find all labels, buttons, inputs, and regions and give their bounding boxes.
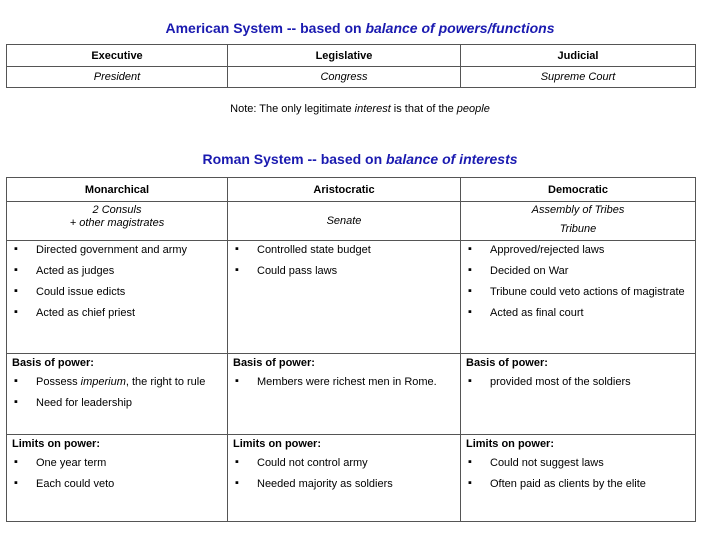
list-item-text: Could pass laws	[257, 265, 338, 277]
roman-title-italic: balance of interests	[386, 151, 518, 167]
bullet-icon: ▪	[14, 477, 18, 489]
basis-row	[7, 354, 696, 435]
list-item-text: Could not suggest laws	[490, 457, 604, 469]
note-part-2: is that of the	[390, 103, 457, 115]
roman-header-row	[7, 178, 696, 202]
aristocratic-basis-list	[233, 376, 455, 388]
american-title-text: American System -- based on	[165, 20, 366, 36]
bullet-icon: ▪	[235, 477, 239, 489]
header-executive: Executive	[7, 45, 228, 67]
limits-row	[7, 435, 696, 522]
list-item-text: Often paid as clients by the elite	[490, 478, 646, 490]
list-item-text: Acted as judges	[36, 265, 115, 277]
list-item-text: provided most of the soldiers	[490, 376, 631, 388]
american-header-row	[7, 45, 696, 67]
aristocratic-functions-list	[233, 244, 455, 277]
list-item	[12, 265, 222, 277]
list-item-text: Tribune could veto actions of magistrate	[490, 286, 685, 298]
bullet-icon: ▪	[468, 243, 472, 255]
assembly-line: Assembly of Tribes	[531, 204, 625, 216]
monarchical-basis-list	[12, 376, 222, 409]
list-item-text: Acted as final court	[490, 307, 584, 319]
senate-line: Senate	[326, 214, 362, 227]
bullet-icon: ▪	[14, 264, 18, 276]
bullet-icon: ▪	[14, 306, 18, 318]
aristocratic-functions-cell	[228, 241, 461, 354]
functions-row	[7, 241, 696, 354]
bullet-icon: ▪	[468, 477, 472, 489]
basis-heading: Basis of power:	[12, 357, 94, 369]
democratic-functions-list	[466, 244, 690, 319]
list-item-text: Could issue edicts	[36, 286, 126, 298]
list-item	[233, 376, 455, 388]
bullet-icon: ▪	[468, 375, 472, 387]
bullet-icon: ▪	[235, 264, 239, 276]
bullet-icon: ▪	[14, 375, 18, 387]
bullet-icon: ▪	[14, 456, 18, 468]
roman-title-text: Roman System -- based on	[202, 151, 387, 167]
list-item-text: , the right to rule	[125, 376, 206, 388]
list-item-text: Needed majority as soldiers	[257, 478, 393, 490]
bullet-icon: ▪	[468, 306, 472, 318]
bullet-icon: ▪	[14, 396, 18, 408]
american-body-row	[7, 67, 696, 88]
header-aristocratic: Aristocratic	[228, 178, 461, 202]
header-democratic: Democratic	[461, 178, 696, 202]
header-legislative: Legislative	[228, 45, 461, 67]
note-part-1: Note: The only legitimate	[230, 103, 355, 115]
list-item	[233, 478, 455, 490]
monarchical-functions-list	[12, 244, 222, 319]
aristocratic-basis-cell	[228, 354, 461, 435]
list-item	[466, 307, 690, 319]
american-system-title	[0, 20, 720, 36]
list-item	[466, 457, 690, 469]
note-italic-people: people	[456, 103, 490, 115]
basis-heading: Basis of power:	[233, 357, 315, 369]
bullet-icon: ▪	[14, 243, 18, 255]
list-item-text: Could not control army	[257, 457, 368, 469]
monarchical-basis-cell	[7, 354, 228, 435]
basis-heading: Basis of power:	[466, 357, 548, 369]
list-item	[233, 457, 455, 469]
limits-heading: Limits on power:	[233, 438, 321, 450]
list-item-text: Approved/rejected laws	[490, 244, 605, 256]
list-item-text: Decided on War	[490, 265, 569, 277]
bullet-icon: ▪	[468, 456, 472, 468]
list-item	[12, 478, 222, 490]
bullet-icon: ▪	[468, 285, 472, 297]
list-item	[12, 397, 222, 409]
monarchical-limits-cell	[7, 435, 228, 522]
header-monarchical: Monarchical	[7, 178, 228, 202]
note-text	[0, 103, 720, 115]
bullet-icon: ▪	[235, 243, 239, 255]
cell-supreme-court: Supreme Court	[461, 67, 696, 88]
list-item	[12, 286, 222, 298]
democratic-limits-list	[466, 457, 690, 490]
aristocratic-limits-list	[233, 457, 455, 490]
roman-system-table	[6, 177, 696, 522]
roman-system-title	[0, 151, 720, 167]
democratic-basis-cell	[461, 354, 696, 435]
cell-congress: Congress	[228, 67, 461, 88]
magistrates-line: + other magistrates	[69, 217, 165, 229]
list-item-text: Members were richest men in Rome.	[257, 376, 437, 388]
list-item-text: Acted as chief priest	[36, 307, 136, 319]
list-item	[12, 307, 222, 319]
bullet-icon: ▪	[235, 456, 239, 468]
list-item	[12, 457, 222, 469]
american-system-table	[6, 44, 696, 88]
consuls-line: 2 Consuls	[92, 204, 142, 216]
list-item	[466, 244, 690, 256]
cell-consuls	[7, 202, 228, 241]
aristocratic-limits-cell	[228, 435, 461, 522]
note-italic-interest: interest	[354, 103, 391, 115]
bullet-icon: ▪	[235, 375, 239, 387]
list-item-text: Possess	[36, 376, 81, 388]
cell-president: President	[7, 67, 228, 88]
cell-assembly	[461, 202, 696, 241]
list-item-text: Need for leadership	[36, 397, 133, 409]
limits-heading: Limits on power:	[466, 438, 554, 450]
header-judicial: Judicial	[461, 45, 696, 67]
list-item	[233, 265, 455, 277]
list-item	[466, 478, 690, 490]
list-item	[466, 376, 690, 388]
bullet-icon: ▪	[14, 285, 18, 297]
democratic-functions-cell	[461, 241, 696, 354]
imperium-italic: imperium	[80, 376, 126, 388]
tribune-line: Tribune	[559, 223, 597, 235]
list-item	[12, 244, 222, 256]
democratic-limits-cell	[461, 435, 696, 522]
list-item-text: Controlled state budget	[257, 244, 371, 256]
democratic-basis-list	[466, 376, 690, 388]
bullet-icon: ▪	[468, 264, 472, 276]
list-item	[466, 286, 690, 298]
list-item	[233, 244, 455, 256]
list-item	[12, 376, 222, 388]
monarchical-functions-cell	[7, 241, 228, 354]
list-item	[466, 265, 690, 277]
american-title-italic: balance of powers/functions	[365, 20, 555, 36]
list-item-text: Each could veto	[36, 478, 115, 490]
limits-heading: Limits on power:	[12, 438, 100, 450]
list-item-text: Directed government and army	[36, 244, 188, 256]
institutions-row	[7, 202, 696, 241]
monarchical-limits-list	[12, 457, 222, 490]
list-item-text: One year term	[36, 457, 107, 469]
cell-senate	[228, 202, 461, 241]
